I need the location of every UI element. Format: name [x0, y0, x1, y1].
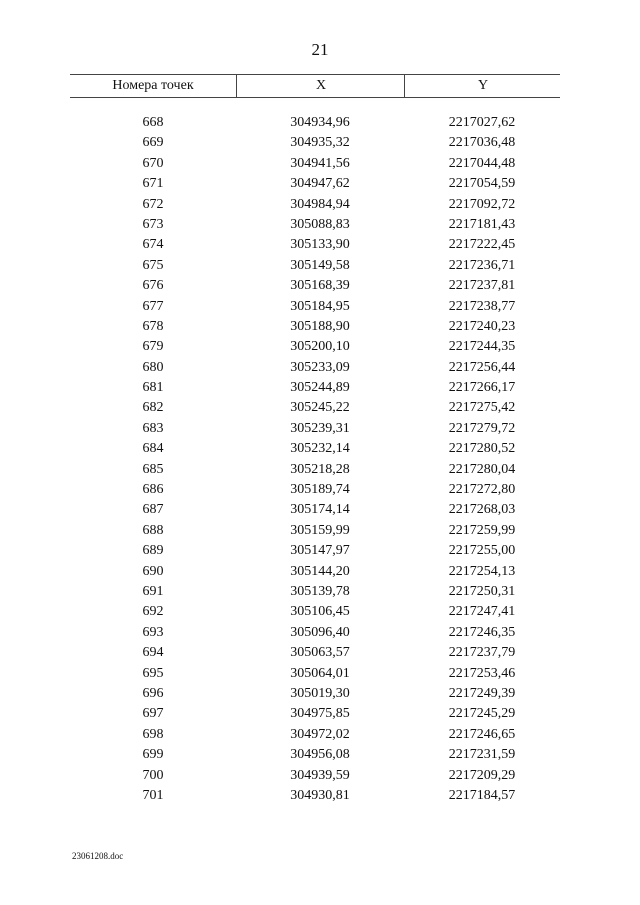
table-row	[70, 256, 560, 276]
y-coordinate-cell: 2217256,44	[448, 359, 516, 375]
x-coordinate-cell: 305232,14	[290, 441, 350, 457]
table-row	[70, 500, 560, 520]
point-number-cell: 670	[142, 155, 164, 171]
x-coordinate-cell: 305189,74	[290, 482, 350, 498]
x-coordinate-cell: 305168,39	[290, 278, 350, 294]
y-coordinate-cell: 2217092,72	[448, 196, 516, 212]
table-row	[70, 745, 560, 765]
x-coordinate-cell: 305233,09	[290, 359, 350, 375]
x-coordinate-cell: 305064,01	[290, 665, 350, 681]
table-row	[70, 602, 560, 622]
point-number-cell: 686	[142, 482, 164, 498]
point-number-cell: 676	[142, 278, 164, 294]
table-header	[70, 74, 560, 98]
y-coordinate-cell: 2217268,03	[448, 502, 516, 518]
y-coordinate-cell: 2217184,57	[448, 787, 516, 803]
point-number-cell: 691	[142, 583, 164, 599]
header-x: X	[236, 75, 405, 97]
x-coordinate-cell: 304956,08	[290, 747, 350, 763]
point-number-cell: 700	[142, 767, 164, 783]
y-coordinate-cell: 2217245,29	[448, 706, 516, 722]
y-coordinate-cell: 2217253,46	[448, 665, 516, 681]
x-coordinate-cell: 304930,81	[290, 787, 350, 803]
table-row	[70, 725, 560, 745]
point-number-cell: 678	[142, 318, 164, 334]
x-coordinate-cell: 304934,96	[290, 115, 350, 130]
x-coordinate-cell: 305218,28	[290, 461, 350, 477]
x-coordinate-cell: 305159,99	[290, 522, 350, 538]
y-coordinate-cell: 2217246,35	[448, 624, 516, 640]
x-coordinate-cell: 305133,90	[290, 237, 350, 253]
point-number-cell: 679	[142, 339, 164, 355]
table-row	[70, 460, 560, 480]
table-row	[70, 439, 560, 459]
x-coordinate-cell: 305244,89	[290, 380, 350, 396]
y-coordinate-cell: 2217272,80	[448, 482, 516, 498]
x-coordinate-cell: 304947,62	[290, 176, 350, 192]
table-row	[70, 766, 560, 786]
point-number-cell: 672	[142, 196, 164, 212]
table-row	[70, 786, 560, 806]
table-row	[70, 113, 560, 133]
table-row	[70, 235, 560, 255]
header-y: Y	[404, 75, 561, 97]
table-row	[70, 684, 560, 704]
point-number-cell: 701	[142, 787, 164, 803]
point-number-cell: 695	[142, 665, 164, 681]
table-row	[70, 643, 560, 663]
y-coordinate-cell: 2217280,04	[448, 461, 516, 477]
table-row	[70, 378, 560, 398]
table-row	[70, 480, 560, 500]
x-coordinate-cell: 305096,40	[290, 624, 350, 640]
y-coordinate-cell: 2217259,99	[448, 522, 516, 538]
x-coordinate-cell: 304975,85	[290, 706, 350, 722]
y-coordinate-cell: 2217275,42	[448, 400, 516, 416]
point-number-cell: 671	[142, 176, 164, 192]
point-number-cell: 697	[142, 706, 164, 722]
point-number-cell: 685	[142, 461, 164, 477]
point-number-cell: 690	[142, 563, 164, 579]
point-number-cell: 689	[142, 543, 164, 559]
point-number-cell: 699	[142, 747, 164, 763]
table-row	[70, 582, 560, 602]
x-coordinate-cell: 304935,32	[290, 135, 350, 151]
x-coordinate-cell: 305147,97	[290, 543, 350, 559]
y-coordinate-cell: 2217231,59	[448, 747, 516, 763]
point-number-cell: 694	[142, 645, 164, 661]
x-coordinate-cell: 305188,90	[290, 318, 350, 334]
point-number-cell: 693	[142, 624, 164, 640]
y-coordinate-cell: 2217266,17	[448, 380, 516, 396]
x-coordinate-cell: 305184,95	[290, 298, 350, 314]
y-coordinate-cell: 2217254,13	[448, 563, 516, 579]
y-coordinate-cell: 2217249,39	[448, 685, 516, 701]
table-row	[70, 398, 560, 418]
y-coordinate-cell: 2217244,35	[448, 339, 516, 355]
table-row	[70, 317, 560, 337]
point-number-cell: 677	[142, 298, 164, 314]
footer-filename: 23061208.doc	[72, 851, 124, 861]
y-coordinate-cell: 2217255,00	[448, 543, 516, 559]
table-row	[70, 704, 560, 724]
y-coordinate-cell: 2217054,59	[448, 176, 516, 192]
x-coordinate-cell: 305019,30	[290, 685, 350, 701]
table-row	[70, 623, 560, 643]
point-number-cell: 673	[142, 216, 164, 232]
y-coordinate-cell: 2217240,23	[448, 318, 516, 334]
point-number-cell: 683	[142, 420, 164, 436]
point-number-cell: 674	[142, 237, 164, 253]
point-number-cell: 684	[142, 441, 164, 457]
table-row	[70, 174, 560, 194]
table-row	[70, 419, 560, 439]
point-number-cell: 682	[142, 400, 164, 416]
table-row	[70, 358, 560, 378]
x-coordinate-cell: 305139,78	[290, 583, 350, 599]
header-point-number: Номера точек	[112, 78, 194, 93]
table-row	[70, 276, 560, 296]
table-row	[70, 154, 560, 174]
point-number-cell: 675	[142, 257, 164, 273]
x-coordinate-cell: 305149,58	[290, 257, 350, 273]
x-coordinate-cell: 305174,14	[290, 502, 350, 518]
x-coordinate-cell: 304939,59	[290, 767, 350, 783]
y-coordinate-cell: 2217236,71	[448, 257, 516, 273]
x-coordinate-cell: 305063,57	[290, 645, 350, 661]
table-row	[70, 337, 560, 357]
y-coordinate-cell: 2217238,77	[448, 298, 516, 314]
y-coordinate-cell: 2217027,62	[448, 115, 516, 130]
point-number-cell: 687	[142, 502, 164, 518]
table-row	[70, 195, 560, 215]
y-coordinate-cell: 2217237,79	[448, 645, 516, 661]
x-coordinate-cell: 304941,56	[290, 155, 350, 171]
y-coordinate-cell: 2217237,81	[448, 278, 516, 294]
page-number: 21	[311, 40, 329, 59]
point-number-cell: 668	[142, 115, 164, 130]
point-number-cell: 681	[142, 380, 164, 396]
table-row	[70, 215, 560, 235]
point-number-cell: 696	[142, 685, 164, 701]
x-coordinate-cell: 304972,02	[290, 726, 350, 742]
x-coordinate-cell: 305200,10	[290, 339, 350, 355]
point-number-cell: 692	[142, 604, 164, 620]
point-number-cell: 669	[142, 135, 164, 151]
table-row	[70, 541, 560, 561]
table-row	[70, 664, 560, 684]
y-coordinate-cell: 2217209,29	[448, 767, 516, 783]
table-row	[70, 562, 560, 582]
y-coordinate-cell: 2217246,65	[448, 726, 516, 742]
y-coordinate-cell: 2217250,31	[448, 583, 516, 599]
table-row	[70, 521, 560, 541]
x-coordinate-cell: 305106,45	[290, 604, 350, 620]
y-coordinate-cell: 2217036,48	[448, 135, 516, 151]
table-row	[70, 133, 560, 153]
point-number-cell: 698	[142, 726, 164, 742]
y-coordinate-cell: 2217247,41	[448, 604, 516, 620]
y-coordinate-cell: 2217279,72	[448, 420, 516, 436]
x-coordinate-cell: 304984,94	[290, 196, 350, 212]
table-row	[70, 297, 560, 317]
point-number-cell: 688	[142, 522, 164, 538]
y-coordinate-cell: 2217280,52	[448, 441, 516, 457]
point-number-cell: 680	[142, 359, 164, 375]
y-coordinate-cell: 2217181,43	[448, 216, 516, 232]
x-coordinate-cell: 305088,83	[290, 216, 350, 232]
x-coordinate-cell: 305245,22	[290, 400, 350, 416]
y-coordinate-cell: 2217044,48	[448, 155, 516, 171]
y-coordinate-cell: 2217222,45	[448, 237, 516, 253]
x-coordinate-cell: 305239,31	[290, 420, 350, 436]
coordinates-table-body	[70, 113, 560, 806]
x-coordinate-cell: 305144,20	[290, 563, 350, 579]
